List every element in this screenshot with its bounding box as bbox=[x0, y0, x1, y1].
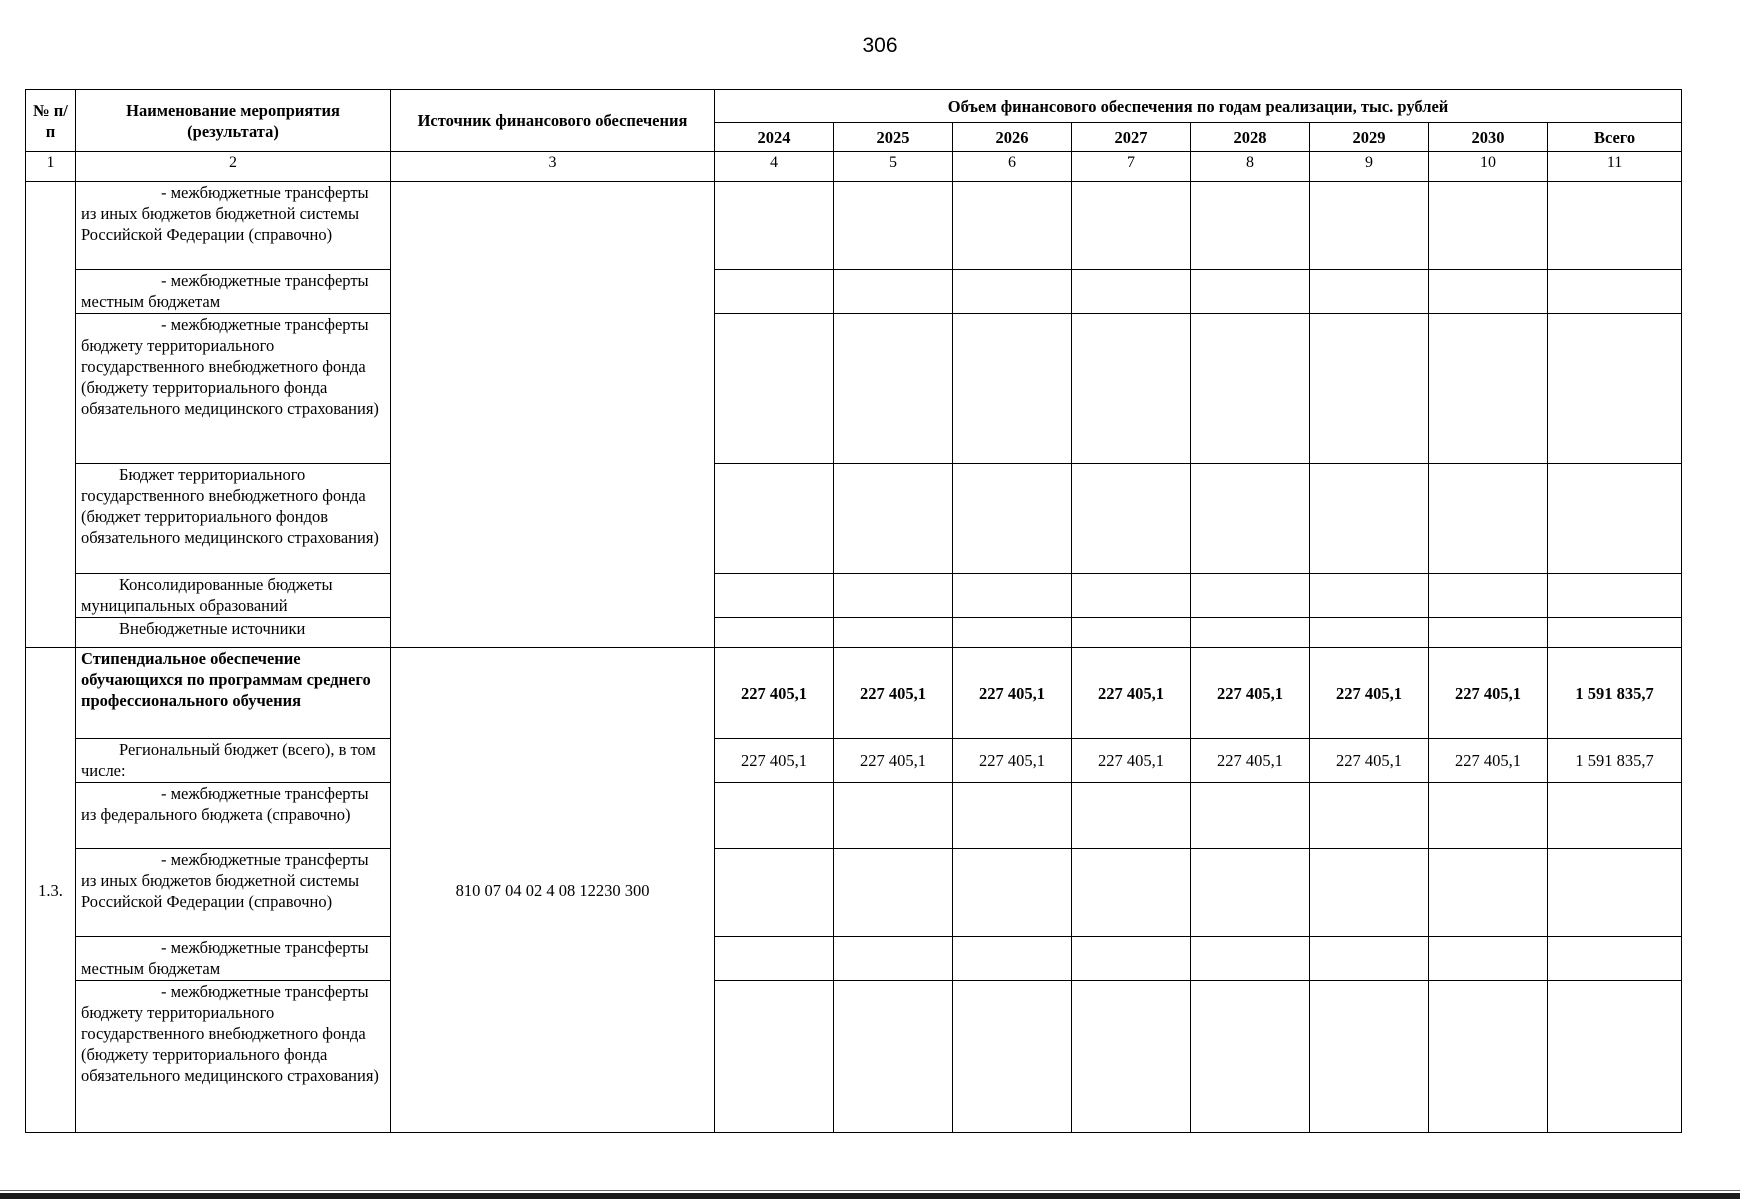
scan-edge-line bbox=[0, 1190, 1740, 1191]
value-cell: 227 405,1 bbox=[1429, 739, 1548, 783]
table-row bbox=[26, 270, 1682, 314]
value-cell: 227 405,1 bbox=[1191, 739, 1310, 783]
column-number: 4 bbox=[715, 152, 834, 182]
continued-number-cell bbox=[26, 182, 76, 648]
page-number: 306 bbox=[862, 34, 898, 57]
value-cell: 227 405,1 bbox=[715, 739, 834, 783]
value-cell: 227 405,1 bbox=[953, 648, 1072, 739]
year-header: 2027 bbox=[1072, 123, 1191, 152]
column-number: 9 bbox=[1310, 152, 1429, 182]
table-row bbox=[26, 464, 1682, 574]
column-number: 5 bbox=[834, 152, 953, 182]
column-number: 3 bbox=[391, 152, 715, 182]
header-volume: Объем финансового обеспечения по годам реализации, тыс. рублей bbox=[715, 90, 1682, 123]
column-number-row bbox=[26, 152, 1682, 182]
table-row bbox=[26, 783, 1682, 849]
column-number: 6 bbox=[953, 152, 1072, 182]
item-number: 1.3. bbox=[26, 648, 76, 1133]
row-name: Консолидированные бюджеты муниципальных образований bbox=[76, 574, 391, 618]
value-cell: 227 405,1 bbox=[1310, 739, 1429, 783]
item-title: Стипендиальное обеспечение обучающихся по программам среднего профессионального обучения bbox=[76, 648, 391, 739]
value-cell: 227 405,1 bbox=[1072, 648, 1191, 739]
table-row bbox=[26, 182, 1682, 270]
total-cell: 1 591 835,7 bbox=[1548, 648, 1682, 739]
scan-bottom-edge bbox=[0, 1193, 1740, 1199]
header-number: № п/п bbox=[26, 90, 76, 152]
value-cell: 227 405,1 bbox=[953, 739, 1072, 783]
column-number: 1 bbox=[26, 152, 76, 182]
item-source-code: 810 07 04 02 4 08 12230 300 bbox=[391, 648, 715, 1133]
column-number: 8 bbox=[1191, 152, 1310, 182]
year-header: 2029 bbox=[1310, 123, 1429, 152]
column-number: 10 bbox=[1429, 152, 1548, 182]
year-header: 2025 bbox=[834, 123, 953, 152]
value-cell: 227 405,1 bbox=[1310, 648, 1429, 739]
table-row bbox=[26, 937, 1682, 981]
header-row bbox=[26, 90, 1682, 123]
table-row bbox=[26, 981, 1682, 1133]
value-cell: 227 405,1 bbox=[1072, 739, 1191, 783]
total-header: Всего bbox=[1548, 123, 1682, 152]
row-name: - межбюджетные трансферты бюджету территориального государственного внебюджетного фонда (бюджету территориального фонда обязательного медицинского страхования) bbox=[76, 981, 391, 1133]
header-name: Наименование мероприятия (результата) bbox=[76, 90, 391, 152]
row-name: - межбюджетные трансферты местным бюджетам bbox=[76, 270, 391, 314]
column-number: 11 bbox=[1548, 152, 1682, 182]
value-cell: 227 405,1 bbox=[715, 648, 834, 739]
year-header: 2030 bbox=[1429, 123, 1548, 152]
row-name: - межбюджетные трансферты местным бюджетам bbox=[76, 937, 391, 981]
table-row bbox=[26, 618, 1682, 648]
financing-table bbox=[25, 89, 1682, 1133]
total-cell: 1 591 835,7 bbox=[1548, 739, 1682, 783]
value-cell: 227 405,1 bbox=[1429, 648, 1548, 739]
row-name: - межбюджетные трансферты из иных бюджетов бюджетной системы Российской Федерации (справочно) bbox=[76, 849, 391, 937]
row-name: Региональный бюджет (всего), в том числе: bbox=[76, 739, 391, 783]
column-number: 2 bbox=[76, 152, 391, 182]
table-row bbox=[26, 849, 1682, 937]
value-cell: 227 405,1 bbox=[834, 648, 953, 739]
header-source: Источник финансового обеспечения bbox=[391, 90, 715, 152]
table-row bbox=[26, 574, 1682, 618]
value-cell: 227 405,1 bbox=[1191, 648, 1310, 739]
row-name: Бюджет территориального государственного внебюджетного фонда (бюджет территориального фондов обязательного медицинского страхования) bbox=[76, 464, 391, 574]
year-header: 2024 bbox=[715, 123, 834, 152]
year-header: 2026 bbox=[953, 123, 1072, 152]
row-name: - межбюджетные трансферты из иных бюджетов бюджетной системы Российской Федерации (справочно) bbox=[76, 182, 391, 270]
value-cell: 227 405,1 bbox=[834, 739, 953, 783]
row-name: - межбюджетные трансферты бюджету территориального государственного внебюджетного фонда (бюджету территориального фонда обязательного медицинского страхования) bbox=[76, 314, 391, 464]
row-name: Внебюджетные источники bbox=[76, 618, 391, 648]
year-header: 2028 bbox=[1191, 123, 1310, 152]
continued-source-cell bbox=[391, 182, 715, 648]
table-row bbox=[26, 648, 1682, 739]
table-row bbox=[26, 314, 1682, 464]
column-number: 7 bbox=[1072, 152, 1191, 182]
table-row bbox=[26, 739, 1682, 783]
row-name: - межбюджетные трансферты из федерального бюджета (справочно) bbox=[76, 783, 391, 849]
